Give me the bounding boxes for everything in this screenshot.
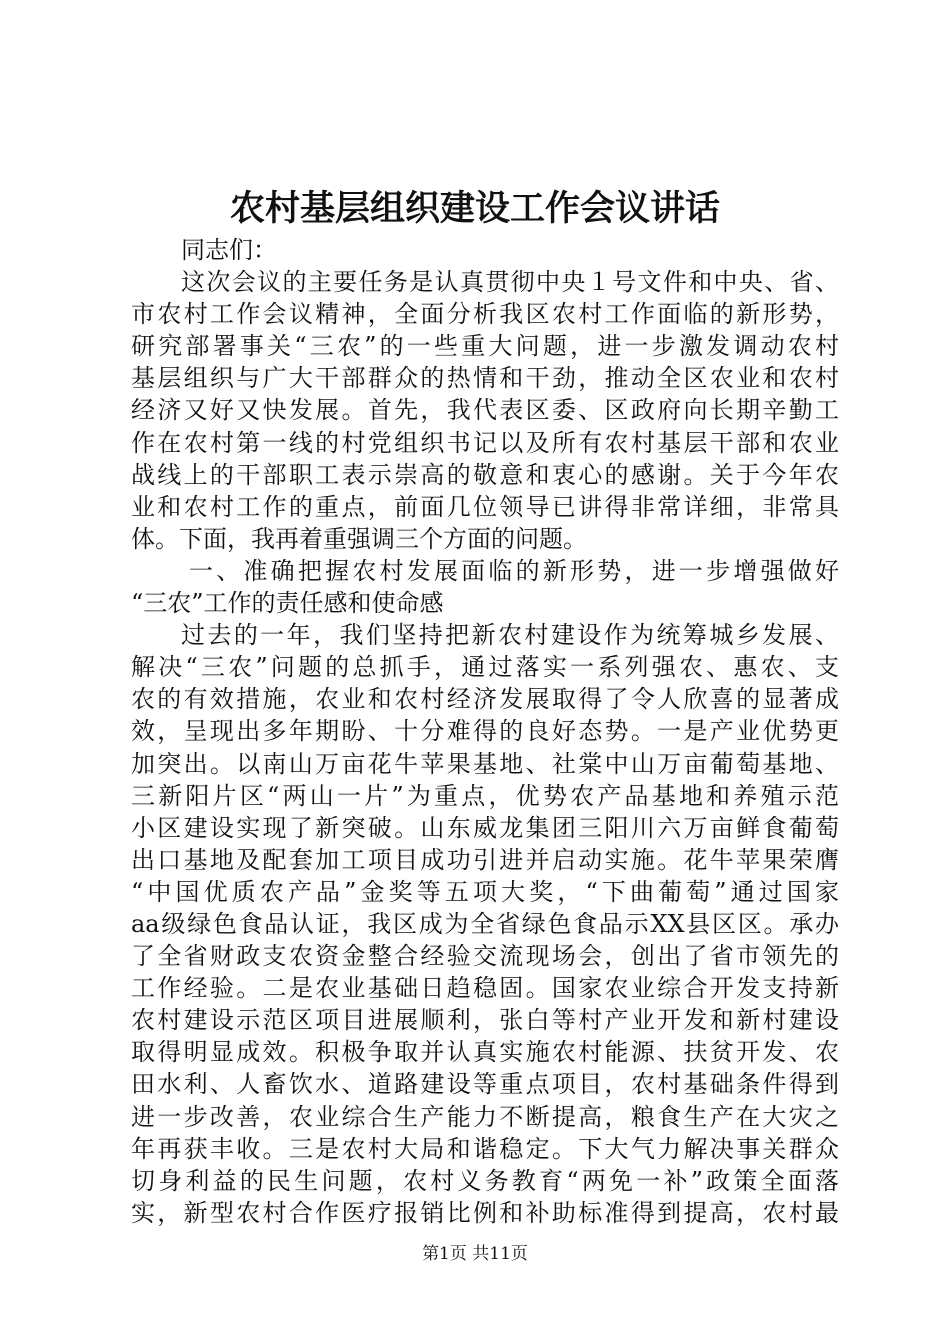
text-line: 这次会议的主要任务是认真贯彻中央１号文件和中央、省、 xyxy=(181,268,839,297)
text-line: 取得明显成效。积极争取并认真实施农村能源、扶贫开发、农 xyxy=(131,1038,839,1067)
text-line: aa级绿色食品认证，我区成为全省绿色食品示XX县区区。承办 xyxy=(131,909,839,938)
text-line: 基层组织与广大干部群众的热情和干劲，推动全区农业和农村 xyxy=(131,364,839,393)
text-line: 作在农村第一线的村党组织书记以及所有农村基层干部和农业 xyxy=(131,428,839,457)
text-line: 切身利益的民生问题，农村义务教育“两免一补”政策全面落 xyxy=(131,1166,839,1195)
text-line: 体。下面，我再着重强调三个方面的问题。 xyxy=(131,524,587,553)
text-line: 农的有效措施，农业和农村经济发展取得了令人欣喜的显著成 xyxy=(131,685,839,714)
text-line: “中国优质农产品”金奖等五项大奖，“下曲葡萄”通过国家 xyxy=(131,877,839,906)
text-line: “三农”工作的责任感和使命感 xyxy=(131,589,444,618)
text-line: 年再获丰收。三是农村大局和谐稳定。下大气力解决事关群众 xyxy=(131,1134,839,1163)
text-line: 一、准确把握农村发展面临的新形势，进一步增强做好 xyxy=(189,556,839,585)
text-line: 同志们： xyxy=(181,236,277,264)
text-line: 解决“三农”问题的总抓手，通过落实一系列强农、惠农、支 xyxy=(131,653,839,682)
text-line: 业和农村工作的重点，前面几位领导已讲得非常详细，非常具 xyxy=(131,492,839,521)
text-line: 研究部署事关“三农”的一些重大问题，进一步激发调动农村 xyxy=(131,332,839,361)
text-line: 小区建设实现了新突破。山东威龙集团三阳川六万亩鲜食葡萄 xyxy=(131,813,839,842)
text-line: 市农村工作会议精神，全面分析我区农村工作面临的新形势， xyxy=(131,300,839,329)
text-line: 三新阳片区“两山一片”为重点，优势农产品基地和养殖示范 xyxy=(131,781,839,810)
text-line: 效，呈现出多年期盼、十分难得的良好态势。一是产业优势更 xyxy=(131,717,839,746)
document-body xyxy=(131,234,839,1229)
text-line: 战线上的干部职工表示崇高的敬意和衷心的感谢。关于今年农 xyxy=(131,460,839,489)
text-line: 经济又好又快发展。首先，我代表区委、区政府向长期辛勤工 xyxy=(131,396,839,425)
text-line: 加突出。以南山万亩花牛苹果基地、社棠中山万亩葡萄基地、 xyxy=(131,749,839,778)
page-footer: 第1页 共11页 xyxy=(422,1244,528,1264)
text-line: 实，新型农村合作医疗报销比例和补助标准得到提高，农村最 xyxy=(131,1198,839,1227)
text-line: 进一步改善，农业综合生产能力不断提高，粮食生产在大灾之 xyxy=(131,1102,839,1131)
text-line: 农村建设示范区项目进展顺利，张白等村产业开发和新村建设 xyxy=(131,1006,839,1035)
text-line: 过去的一年，我们坚持把新农村建设作为统筹城乡发展、 xyxy=(181,621,839,650)
text-line: 出口基地及配套加工项目成功引进并启动实施。花牛苹果荣膺 xyxy=(131,845,839,874)
text-line: 了全省财政支农资金整合经验交流现场会，创出了省市领先的 xyxy=(131,942,839,971)
text-line: 田水利、人畜饮水、道路建设等重点项目，农村基础条件得到 xyxy=(131,1070,839,1099)
text-line: 工作经验。二是农业基础日趋稳固。国家农业综合开发支持新 xyxy=(131,974,839,1003)
document-title: 农村基层组织建设工作会议讲话 xyxy=(229,189,720,229)
